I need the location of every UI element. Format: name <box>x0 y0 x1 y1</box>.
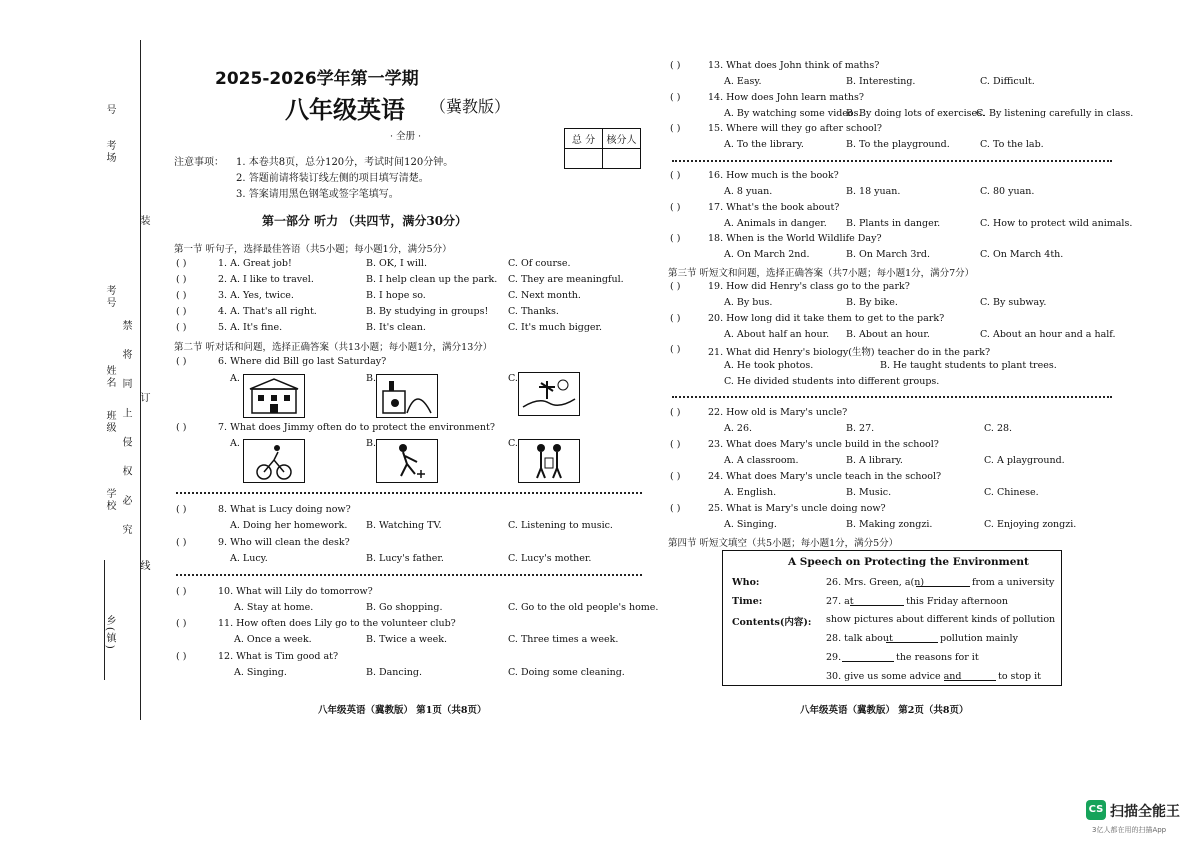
q17-b: B. Plants in danger. <box>846 218 941 229</box>
section4-title: 第四节 听短文填空（共5小题；每小题1分，满分5分） <box>668 538 899 549</box>
scope: · 全册 · <box>390 131 422 142</box>
q23-question: 23. What does Mary's uncle build in the school? <box>708 439 939 450</box>
q10-a: A. Stay at home. <box>234 602 314 613</box>
q2-paren[interactable]: ( ) <box>176 274 187 285</box>
margin-xian: 线 <box>138 560 149 572</box>
q12-question: 12. What is Tim good at? <box>218 651 339 662</box>
q7-image-a[interactable] <box>243 439 305 483</box>
q17-paren[interactable]: ( ) <box>670 202 681 213</box>
q24-c: C. Chinese. <box>984 487 1039 498</box>
q4-a: 4. A. That's all right. <box>218 306 317 317</box>
speech-line-show: show pictures about different kinds of pollution <box>826 614 1056 625</box>
q19-question: 19. How did Henry's class go to the park? <box>708 281 910 292</box>
notes-item-1: 1. 本卷共8页，总分120分，考试时间120分钟。 <box>236 157 454 168</box>
q12-a: A. Singing. <box>234 667 287 678</box>
q15-c: C. To the lab. <box>980 139 1044 150</box>
q7-paren[interactable]: ( ) <box>176 422 187 433</box>
q25-a: A. Singing. <box>724 519 777 530</box>
q10-question: 10. What will Lily do tomorrow? <box>218 586 373 597</box>
q24-b: B. Music. <box>846 487 892 498</box>
speech-who-label: Who: <box>732 577 760 588</box>
main-title: 八年级英语 <box>285 96 405 124</box>
watermark-name: 扫描全能王 <box>1110 804 1180 820</box>
q18-a: A. On March 2nd. <box>724 249 810 260</box>
q21-question: 21. What did Henry's biology(生物) teacher do in the park? <box>708 347 991 358</box>
speech-line-30b: to stop it <box>998 671 1041 682</box>
q14-question: 14. How does John learn maths? <box>708 92 864 103</box>
q13-question: 13. What does John think of maths? <box>708 60 880 71</box>
footer-page2: 八年级英语（冀教版） 第2页（共8页） <box>800 705 969 716</box>
score-table <box>564 128 641 169</box>
divider-4 <box>672 396 1112 398</box>
margin-xingming: 姓名 <box>104 365 115 389</box>
q1-paren[interactable]: ( ) <box>176 258 187 269</box>
q6-image-b[interactable] <box>376 374 438 418</box>
divider-3 <box>672 160 1112 162</box>
q17-a: A. Animals in danger. <box>724 218 827 229</box>
q19-paren[interactable]: ( ) <box>670 281 681 292</box>
q8-paren[interactable]: ( ) <box>176 504 187 515</box>
q19-b: B. By bike. <box>846 297 898 308</box>
q15-question: 15. Where will they go after school? <box>708 123 882 134</box>
q20-question: 20. How long did it take them to get to the park? <box>708 313 945 324</box>
q15-b: B. To the playground. <box>846 139 950 150</box>
margin-banji: 班级 <box>104 410 115 434</box>
q14-b: B. By doing lots of exercises. <box>846 108 986 119</box>
q11-question: 11. How often does Lily go to the volunteer club? <box>218 618 456 629</box>
score-checker-cell[interactable] <box>603 149 641 169</box>
margin-zhuang: 装 <box>138 215 149 227</box>
q9-a: A. Lucy. <box>230 553 268 564</box>
q9-paren[interactable]: ( ) <box>176 537 187 548</box>
q8-a: A. Doing her homework. <box>230 520 348 531</box>
q18-c: C. On March 4th. <box>980 249 1064 260</box>
q18-question: 18. When is the World Wildlife Day? <box>708 233 882 244</box>
part1-title: 第一部分 听力 （共四节，满分30分） <box>262 214 468 228</box>
q21-b: B. He taught students to plant trees. <box>880 360 1057 371</box>
q20-c: C. About an hour and a half. <box>980 329 1116 340</box>
river-tree-icon <box>519 373 579 415</box>
q20-b: B. About an hour. <box>846 329 930 340</box>
margin-hao: 号 <box>104 104 115 116</box>
q17-question: 17. What's the book about? <box>708 202 840 213</box>
q5-paren[interactable]: ( ) <box>176 322 187 333</box>
q16-c: C. 80 yuan. <box>980 186 1035 197</box>
q6-paren[interactable]: ( ) <box>176 356 187 367</box>
q5-c: C. It's much bigger. <box>508 322 603 333</box>
q4-paren[interactable]: ( ) <box>176 306 187 317</box>
q19-a: A. By bus. <box>724 297 773 308</box>
q16-question: 16. How much is the book? <box>708 170 839 181</box>
building-icon <box>244 375 304 417</box>
speech-line-28a: 28. talk about <box>826 633 893 644</box>
q4-c: C. Thanks. <box>508 306 559 317</box>
q22-c: C. 28. <box>984 423 1013 434</box>
q17-c: C. How to protect wild animals. <box>980 218 1133 229</box>
q7-question: 7. What does Jimmy often do to protect the environment? <box>218 422 495 433</box>
q13-a: A. Easy. <box>724 76 762 87</box>
speech-line-29a: 29. <box>826 652 842 663</box>
q18-b: B. On March 3rd. <box>846 249 931 260</box>
margin-kaochang: 考场 <box>104 140 115 164</box>
divider-1 <box>176 492 642 494</box>
notes-item-2: 2. 答题前请将装订线左侧的项目填写清楚。 <box>236 173 429 184</box>
section3-title: 第三节 听短文和问题，选择正确答案（共7小题；每小题1分，满分7分） <box>668 268 975 279</box>
q10-c: C. Go to the old people's home. <box>508 602 659 613</box>
q25-b: B. Making zongzi. <box>846 519 933 530</box>
q18-paren[interactable]: ( ) <box>670 233 681 244</box>
q7-opt-b: B. <box>366 438 377 449</box>
q22-a: A. 26. <box>724 423 753 434</box>
q25-question: 25. What is Mary's uncle doing now? <box>708 503 886 514</box>
q25-paren[interactable]: ( ) <box>670 503 681 514</box>
q3-c: C. Next month. <box>508 290 581 301</box>
speech-line-28b: pollution mainly <box>940 633 1018 644</box>
q13-paren[interactable]: ( ) <box>670 60 681 71</box>
q6-image-a[interactable] <box>243 374 305 418</box>
q24-paren[interactable]: ( ) <box>670 471 681 482</box>
q24-a: A. English. <box>724 487 777 498</box>
recycling-people-icon <box>519 440 579 482</box>
q13-b: B. Interesting. <box>846 76 916 87</box>
q24-question: 24. What does Mary's uncle teach in the school? <box>708 471 942 482</box>
speech-line-26a: 26. Mrs. Green, a(n) <box>826 577 925 588</box>
q14-paren[interactable]: ( ) <box>670 92 681 103</box>
blank-28[interactable] <box>886 633 938 643</box>
q9-c: C. Lucy's mother. <box>508 553 592 564</box>
speech-contents-label: Contents(内容): <box>732 617 812 628</box>
q22-b: B. 27. <box>846 423 875 434</box>
blank-29[interactable] <box>842 652 894 662</box>
factory-icon <box>377 375 437 417</box>
speech-line-27b: this Friday afternoon <box>906 596 1009 607</box>
q9-b: B. Lucy's father. <box>366 553 444 564</box>
speech-line-26b: from a university <box>972 577 1055 588</box>
q22-paren[interactable]: ( ) <box>670 407 681 418</box>
q2-b: B. I help clean up the park. <box>366 274 498 285</box>
q11-a: A. Once a week. <box>234 634 312 645</box>
q2-c: C. They are meaningful. <box>508 274 624 285</box>
q23-a: A. A classroom. <box>724 455 799 466</box>
q21-a: A. He took photos. <box>724 360 814 371</box>
score-checker-label: 核分人 <box>603 129 641 149</box>
q12-b: B. Dancing. <box>366 667 422 678</box>
margin-xuexiao: 学校 <box>104 488 115 512</box>
q8-c: C. Listening to music. <box>508 520 613 531</box>
notes-label: 注意事项： <box>174 157 224 168</box>
q21-c: C. He divided students into different groups. <box>724 376 940 387</box>
blank-30[interactable] <box>944 671 996 681</box>
q7-opt-c: C. <box>508 438 518 449</box>
q10-b: B. Go shopping. <box>366 602 443 613</box>
camscanner-logo-icon: CS <box>1086 800 1106 820</box>
cyclist-icon <box>244 440 304 482</box>
q1-c: C. Of course. <box>508 258 571 269</box>
q11-b: B. Twice a week. <box>366 634 447 645</box>
q6-opt-a: A. <box>230 373 240 384</box>
section2-title: 第二节 听对话和问题，选择正确答案（共13小题；每小题1分，满分13分） <box>174 342 493 353</box>
q9-question: 9. Who will clean the desk? <box>218 537 350 548</box>
speech-time-label: Time: <box>732 596 763 607</box>
q4-b: B. By studying in groups! <box>366 306 489 317</box>
q8-question: 8. What is Lucy doing now? <box>218 504 351 515</box>
watermark-sub: 3亿人都在用的扫描App <box>1092 826 1167 834</box>
q8-b: B. Watching TV. <box>366 520 442 531</box>
q12-paren[interactable]: ( ) <box>176 651 187 662</box>
footer-page1: 八年级英语（冀教版） 第1页（共8页） <box>318 705 487 716</box>
q14-a: A. By watching some videos. <box>724 108 862 119</box>
binding-line <box>140 40 141 720</box>
edition: （冀教版） <box>430 97 511 116</box>
score-total-label: 总 分 <box>565 129 603 149</box>
q20-paren[interactable]: ( ) <box>670 313 681 324</box>
margin-ding: 订 <box>138 392 149 404</box>
q11-c: C. Three times a week. <box>508 634 619 645</box>
q3-paren[interactable]: ( ) <box>176 290 187 301</box>
planting-person-icon <box>377 440 437 482</box>
q5-a: 5. A. It's fine. <box>218 322 283 333</box>
score-total-cell[interactable] <box>565 149 603 169</box>
q19-c: C. By subway. <box>980 297 1047 308</box>
speech-line-27a: 27. at <box>826 596 854 607</box>
q22-question: 22. How old is Mary's uncle? <box>708 407 848 418</box>
margin-xiangzhen: 乡(镇) <box>104 615 115 651</box>
q20-a: A. About half an hour. <box>724 329 830 340</box>
q16-paren[interactable]: ( ) <box>670 170 681 181</box>
q5-b: B. It's clean. <box>366 322 426 333</box>
blank-27[interactable] <box>850 596 904 606</box>
q6-question: 6. Where did Bill go last Saturday? <box>218 356 387 367</box>
q16-a: A. 8 yuan. <box>724 186 773 197</box>
q14-c: C. By listening carefully in class. <box>976 108 1134 119</box>
q23-b: B. A library. <box>846 455 903 466</box>
q6-opt-b: B. <box>366 373 377 384</box>
section1-title: 第一节 听句子，选择最佳答语（共5小题；每小题1分，满分5分） <box>174 244 452 255</box>
q13-c: C. Difficult. <box>980 76 1035 87</box>
q23-paren[interactable]: ( ) <box>670 439 681 450</box>
q7-image-b[interactable] <box>376 439 438 483</box>
q12-c: C. Doing some cleaning. <box>508 667 625 678</box>
q21-paren[interactable]: ( ) <box>670 344 681 355</box>
margin-inner-notice: 禁 将 同 上 侵 权 必 究 <box>120 320 131 543</box>
q15-paren[interactable]: ( ) <box>670 123 681 134</box>
q6-image-c[interactable] <box>518 372 580 416</box>
q10-paren[interactable]: ( ) <box>176 586 187 597</box>
q6-opt-c: C. <box>508 373 518 384</box>
speech-line-30a: 30. give us some advice and <box>826 671 962 682</box>
q11-paren[interactable]: ( ) <box>176 618 187 629</box>
q2-a: 2. A. I like to travel. <box>218 274 314 285</box>
speech-title: A Speech on Protecting the Environment <box>788 556 1029 568</box>
notes-item-3: 3. 答案请用黑色钢笔或签字笔填写。 <box>236 189 399 200</box>
speech-line-29b: the reasons for it <box>896 652 979 663</box>
q3-b: B. I hope so. <box>366 290 426 301</box>
q3-a: 3. A. Yes, twice. <box>218 290 294 301</box>
margin-kaohao: 考号 <box>104 285 115 309</box>
q23-c: C. A playground. <box>984 455 1065 466</box>
q1-a: 1. A. Great job! <box>218 258 292 269</box>
year-title: 2025-2026学年第一学期 <box>215 69 419 89</box>
q7-opt-a: A. <box>230 438 240 449</box>
blank-26[interactable] <box>916 577 970 587</box>
q1-b: B. OK, I will. <box>366 258 427 269</box>
q15-a: A. To the library. <box>724 139 804 150</box>
divider-2 <box>176 574 642 576</box>
q7-image-c[interactable] <box>518 439 580 483</box>
q25-c: C. Enjoying zongzi. <box>984 519 1077 530</box>
q16-b: B. 18 yuan. <box>846 186 901 197</box>
